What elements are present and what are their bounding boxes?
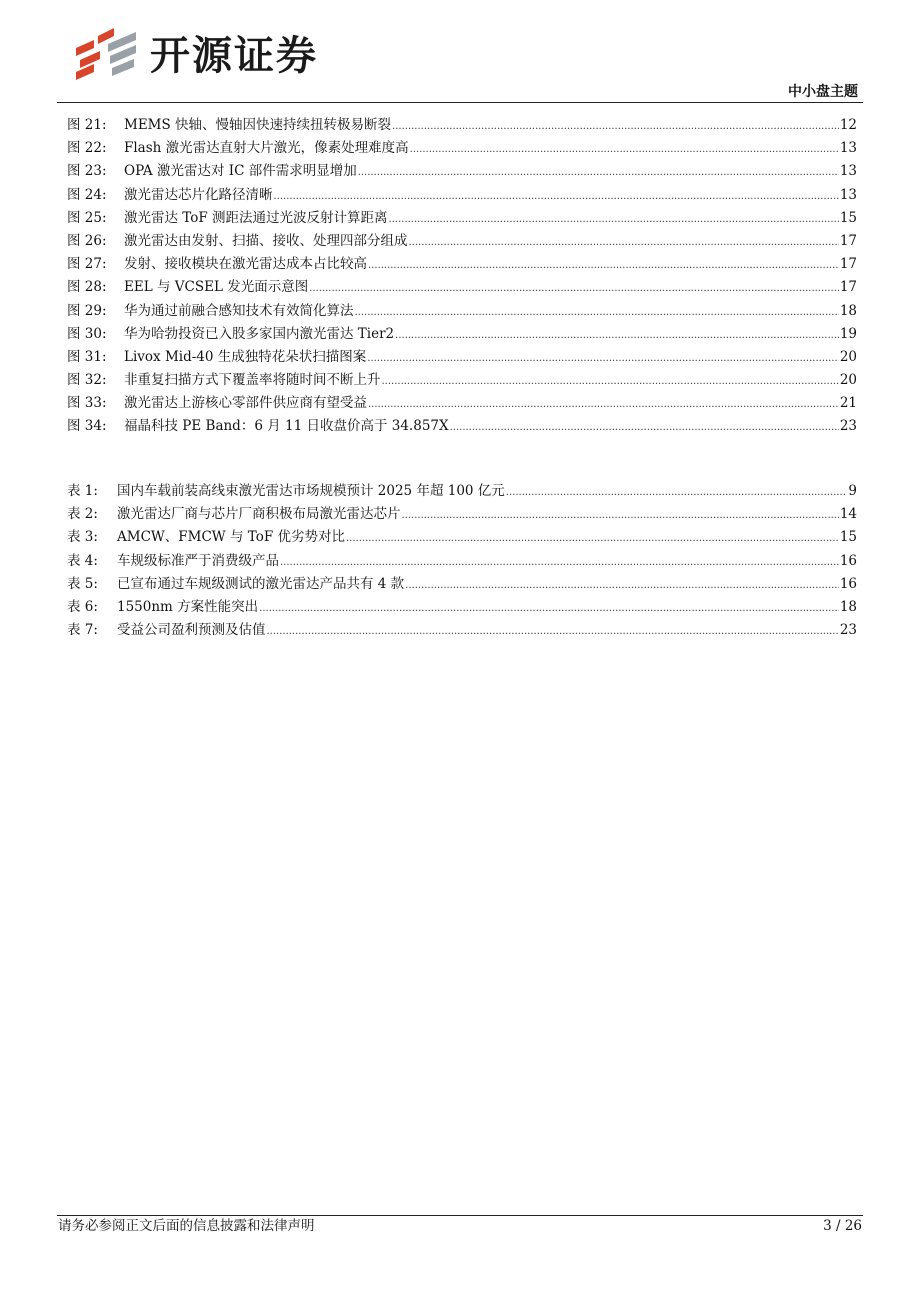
table-number: 表 4: <box>67 552 98 569</box>
footer-disclaimer: 请务必参阅正文后面的信息披露和法律声明 <box>58 1218 315 1234</box>
figure-entry[interactable] <box>67 253 857 276</box>
table-entry[interactable] <box>67 526 857 549</box>
table-title: 国内车载前装高线束激光雷达市场规模预计 2025 年超 100 亿元 <box>117 483 505 499</box>
dot-leader <box>402 503 839 527</box>
table-entry[interactable] <box>67 550 857 573</box>
table-entry[interactable] <box>67 503 857 526</box>
table-title: 受益公司盈利预测及估值 <box>117 622 266 639</box>
figure-title: 发射、接收模块在激光雷达成本占比较高 <box>124 256 367 273</box>
dot-leader <box>368 392 839 416</box>
table-title: 车规级标准严于消费级产品 <box>117 552 279 569</box>
dot-leader <box>382 369 839 393</box>
table-page-number: 16 <box>839 552 857 569</box>
figure-entry[interactable] <box>67 230 857 253</box>
table-page-number: 16 <box>839 575 857 592</box>
figure-entry[interactable] <box>67 114 857 137</box>
dot-leader <box>405 573 839 597</box>
header-divider <box>57 102 863 103</box>
figure-page-number: 17 <box>839 256 857 273</box>
table-page-number: 18 <box>839 598 857 615</box>
dot-leader <box>309 276 839 300</box>
figure-number: 图 22: <box>67 140 107 157</box>
table-number: 表 3: <box>67 529 98 546</box>
figure-entry[interactable] <box>67 276 857 299</box>
dot-leader <box>392 114 839 138</box>
figure-title: 激光雷达 ToF 测距法通过光波反射计算距离 <box>124 209 388 226</box>
table-entry[interactable] <box>67 596 857 619</box>
figure-number: 图 27: <box>67 256 107 273</box>
table-number: 表 1: <box>67 483 98 499</box>
kaiyuan-logo-icon <box>74 26 140 82</box>
dot-leader <box>395 323 839 347</box>
figure-number: 图 21: <box>67 117 107 133</box>
table-entry[interactable] <box>67 480 857 503</box>
figure-page-number: 13 <box>839 186 857 203</box>
table-title: 激光雷达厂商与芯片厂商积极布局激光雷达芯片 <box>117 506 401 523</box>
dot-leader <box>368 253 839 277</box>
dot-leader <box>389 207 839 231</box>
figure-page-number: 12 <box>839 117 857 133</box>
figure-entry[interactable] <box>67 300 857 323</box>
figure-number: 图 29: <box>67 302 107 319</box>
section-tag: 中小盘主题 <box>788 84 858 100</box>
table-title: 已宣布通过车规级测试的激光雷达产品共有 4 款 <box>117 575 405 592</box>
figure-entry[interactable] <box>67 346 857 369</box>
figure-number: 图 31: <box>67 348 107 365</box>
figure-number: 图 33: <box>67 395 107 412</box>
figure-page-number: 13 <box>839 140 857 157</box>
table-list <box>67 480 857 642</box>
figure-page-number: 18 <box>839 302 857 319</box>
page-header <box>0 0 920 104</box>
figure-list <box>67 114 857 439</box>
figure-page-number: 19 <box>839 325 857 342</box>
figure-entry[interactable] <box>67 184 857 207</box>
figure-title: Flash 激光雷达直射大片激光，像素处理难度高 <box>124 140 409 157</box>
table-entry[interactable] <box>67 619 857 642</box>
figure-page-number: 23 <box>839 418 857 435</box>
figure-number: 图 23: <box>67 163 107 180</box>
page-number: 3 / 26 <box>823 1218 862 1234</box>
figure-entry[interactable] <box>67 323 857 346</box>
figure-page-number: 15 <box>839 209 857 226</box>
dot-leader <box>274 184 839 208</box>
figure-title: EEL 与 VCSEL 发光面示意图 <box>124 279 309 296</box>
figure-entry[interactable] <box>67 369 857 392</box>
figure-page-number: 20 <box>839 372 857 389</box>
figure-title: MEMS 快轴、慢轴因快速持续扭转极易断裂 <box>124 117 392 133</box>
figure-number: 图 30: <box>67 325 107 342</box>
figure-number: 图 34: <box>67 418 107 435</box>
figure-page-number: 20 <box>839 348 857 365</box>
table-title: AMCW、FMCW 与 ToF 优劣势对比 <box>117 529 345 546</box>
figure-title: Livox Mid-40 生成独特花朵状扫描图案 <box>124 348 367 365</box>
figure-number: 图 28: <box>67 279 107 296</box>
dot-leader <box>409 230 839 254</box>
figure-entry[interactable] <box>67 207 857 230</box>
dot-leader <box>506 480 848 504</box>
figure-entry[interactable] <box>67 160 857 183</box>
figure-title: 华为通过前融合感知技术有效简化算法 <box>124 302 354 319</box>
figure-page-number: 17 <box>839 232 857 249</box>
figure-title: 华为哈勃投资已入股多家国内激光雷达 Tier2 <box>124 325 395 342</box>
dot-leader <box>367 346 839 370</box>
table-number: 表 2: <box>67 506 98 523</box>
figure-number: 图 25: <box>67 209 107 226</box>
figure-entry[interactable] <box>67 137 857 160</box>
dot-leader <box>450 415 839 439</box>
figure-page-number: 21 <box>839 395 857 412</box>
table-entry[interactable] <box>67 573 857 596</box>
table-page-number: 15 <box>839 529 857 546</box>
dot-leader <box>280 550 839 574</box>
table-page-number: 9 <box>848 483 857 499</box>
dot-leader <box>259 596 839 620</box>
dot-leader <box>346 526 839 550</box>
figure-entry[interactable] <box>67 392 857 415</box>
dot-leader <box>267 619 839 643</box>
figure-number: 图 26: <box>67 232 107 249</box>
figure-title: 激光雷达芯片化路径清晰 <box>124 186 273 203</box>
figure-title: 福晶科技 PE Band：6 月 11 日收盘价高于 34.857X <box>124 418 449 435</box>
table-number: 表 5: <box>67 575 98 592</box>
table-number: 表 6: <box>67 598 98 615</box>
figure-number: 图 32: <box>67 372 107 389</box>
table-title: 1550nm 方案性能突出 <box>117 598 259 615</box>
figure-page-number: 13 <box>839 163 857 180</box>
figure-page-number: 17 <box>839 279 857 296</box>
figure-number: 图 24: <box>67 186 107 203</box>
footer-divider <box>57 1215 863 1216</box>
dot-leader <box>410 137 839 161</box>
table-page-number: 23 <box>839 622 857 639</box>
dot-leader <box>355 300 839 324</box>
table-number: 表 7: <box>67 622 98 639</box>
figure-title: 激光雷达由发射、扫描、接收、处理四部分组成 <box>124 232 408 249</box>
company-name: 开源证券 <box>150 33 318 79</box>
figure-title: 非重复扫描方式下覆盖率将随时间不断上升 <box>124 372 381 389</box>
figure-title: OPA 激光雷达对 IC 部件需求明显增加 <box>124 163 357 180</box>
dot-leader <box>358 160 839 184</box>
figure-entry[interactable] <box>67 415 857 438</box>
figure-title: 激光雷达上游核心零部件供应商有望受益 <box>124 395 367 412</box>
table-page-number: 14 <box>839 506 857 523</box>
